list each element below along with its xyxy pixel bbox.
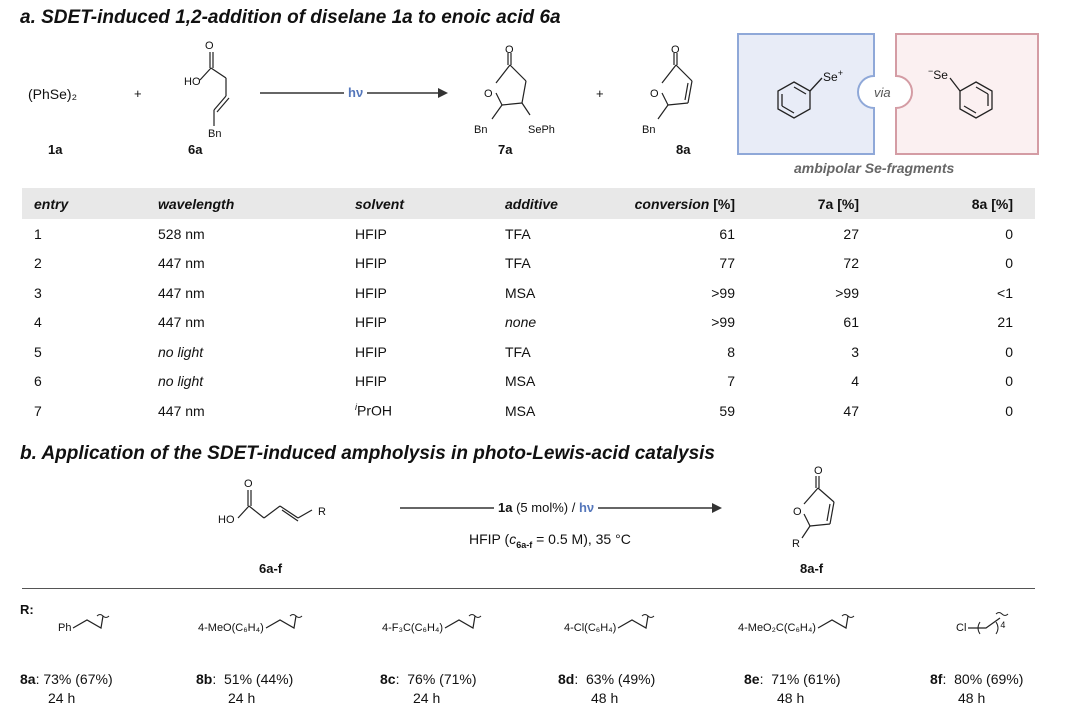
- cell-entry: 3: [34, 284, 42, 301]
- cell-conversion: 61: [719, 225, 735, 242]
- result-8f: 8f: 80% (69%) 48 h: [930, 671, 1024, 706]
- 6af-r: R: [318, 506, 326, 518]
- th-conversion: conversion [%]: [617, 188, 757, 219]
- th-8a: 8a [%]: [881, 188, 1035, 219]
- cell-entry: 1: [34, 225, 42, 242]
- ambipolar-caption: ambipolar Se-fragments: [794, 160, 955, 176]
- hv-label-a: hν: [344, 85, 367, 100]
- arrow-b-top: 1a (5 mol%) / hν: [494, 500, 598, 515]
- cell-conversion: >99: [711, 314, 735, 331]
- cell-entry: 6: [34, 373, 42, 390]
- cell-8a: <1: [997, 284, 1013, 301]
- cell-additive: TFA: [505, 255, 531, 272]
- 6af-ho: HO: [218, 514, 235, 526]
- via-label: via: [874, 85, 891, 100]
- arrow-b-bottom: HFIP ($c_{6a-f} = 0.5$ M), 35 °C: [469, 531, 631, 550]
- 7a-bn: Bn: [474, 124, 488, 136]
- cell-7a: 3: [851, 343, 859, 360]
- 6a-bn: Bn: [208, 128, 222, 140]
- reagent-1a: (PhSe)₂: [28, 86, 78, 102]
- table-row: [22, 308, 1035, 338]
- result-8d: 8d: 63% (49%) 48 h: [558, 671, 656, 706]
- cell-additive: MSA: [505, 373, 536, 390]
- 7a-o-top: O: [505, 44, 514, 56]
- 8af-o-top: O: [814, 465, 823, 477]
- r-group-8a: Ph: [58, 610, 111, 634]
- 6a-o: O: [205, 40, 214, 52]
- 8a-bn: Bn: [642, 124, 656, 136]
- cell-additive: TFA: [505, 225, 531, 242]
- cell-solvent: HFIP: [355, 373, 387, 390]
- cell-conversion: 77: [719, 255, 735, 272]
- cell-conversion: 7: [727, 373, 735, 390]
- cell-wavelength: 447 nm: [158, 314, 205, 331]
- result-8b: 8b: 51% (44%) 24 h: [196, 671, 294, 706]
- part-a-heading: a. SDET-induced 1,2-addition of diselane 1a to enoic acid 6a: [20, 7, 561, 28]
- th-solvent: solvent: [343, 188, 493, 219]
- cell-entry: 4: [34, 314, 42, 331]
- cell-7a: >99: [835, 284, 859, 301]
- 8af-o-ring: O: [793, 506, 802, 518]
- cell-solvent: HFIP: [355, 343, 387, 360]
- th-wavelength: wavelength: [146, 188, 343, 219]
- th-7a: 7a [%]: [757, 188, 881, 219]
- cell-wavelength: no light: [158, 343, 204, 360]
- part-b-heading: b. Application of the SDET-induced ampholysis in photo-Lewis-acid catalysis: [20, 443, 716, 464]
- label-6af: 6a-f: [259, 561, 283, 576]
- 6a-ho: HO: [184, 76, 201, 88]
- cell-solvent: HFIP: [355, 225, 387, 242]
- cell-7a: 27: [843, 225, 859, 242]
- th-entry: entry: [22, 188, 146, 219]
- table-row: [22, 249, 1035, 279]
- cell-solvent: HFIP: [355, 255, 387, 272]
- label-1a: 1a: [48, 142, 63, 157]
- cell-wavelength: 528 nm: [158, 225, 205, 242]
- cell-wavelength: 447 nm: [158, 255, 205, 272]
- cell-solvent: HFIP: [355, 314, 387, 331]
- structure-6a: [170, 40, 240, 140]
- table-row: [22, 337, 1035, 367]
- cell-entry: 2: [34, 255, 42, 272]
- cell-solvent: HFIP: [355, 284, 387, 301]
- plus-2: +: [596, 86, 604, 101]
- 6af-o: O: [244, 478, 253, 490]
- 8af-r: R: [792, 538, 800, 550]
- th-additive: additive: [493, 188, 617, 219]
- table-row: [22, 396, 1035, 426]
- label-8a: 8a: [676, 142, 691, 157]
- se-cation: Se+: [823, 68, 843, 84]
- cell-7a: 4: [851, 373, 859, 390]
- table-row: [22, 367, 1035, 397]
- 8a-o-top: O: [671, 44, 680, 56]
- result-8e: 8e: 71% (61%) 48 h: [744, 671, 841, 706]
- r-group-8b: 4-MeO(C₆H₄): [198, 610, 304, 634]
- plus-1: +: [134, 86, 142, 101]
- cell-additive: none: [505, 314, 537, 331]
- cell-additive: TFA: [505, 343, 531, 360]
- table-header-row: [22, 188, 1035, 219]
- r-group-8d: 4-Cl(C₆H₄): [564, 610, 656, 634]
- cell-8a: 21: [997, 314, 1013, 331]
- structure-8af: [778, 470, 848, 555]
- label-7a: 7a: [498, 142, 513, 157]
- label-8af: 8a-f: [800, 561, 824, 576]
- 8a-o-ring: O: [650, 88, 659, 100]
- cell-solvent: $^i$PrOH: [355, 402, 392, 420]
- cell-7a: 47: [843, 402, 859, 419]
- cell-wavelength: no light: [158, 373, 204, 390]
- se-anion: −Se: [928, 66, 948, 82]
- result-8a: 8a: 73% (67%) 24 h: [20, 671, 113, 706]
- divider-line: [22, 588, 1035, 589]
- cell-additive: MSA: [505, 284, 536, 301]
- results-table: [22, 188, 1035, 426]
- r-label: R:: [20, 602, 34, 617]
- r-group-8c: 4-F₃C(C₆H₄): [382, 610, 483, 634]
- cell-conversion: 8: [727, 343, 735, 360]
- cell-8a: 0: [1005, 343, 1013, 360]
- cell-8a: 0: [1005, 402, 1013, 419]
- cell-entry: 7: [34, 402, 42, 419]
- cell-conversion: >99: [711, 284, 735, 301]
- cell-additive: MSA: [505, 402, 536, 419]
- cell-wavelength: 447 nm: [158, 284, 205, 301]
- cell-8a: 0: [1005, 373, 1013, 390]
- cell-7a: 61: [843, 314, 859, 331]
- r-group-8f: Cl $_4$: [956, 610, 1021, 638]
- r-group-8e: 4-MeO₂C(C₆H₄): [738, 610, 856, 634]
- cell-8a: 0: [1005, 255, 1013, 272]
- cell-7a: 72: [843, 255, 859, 272]
- table-row: [22, 278, 1035, 308]
- label-6a: 6a: [188, 142, 203, 157]
- cell-wavelength: 447 nm: [158, 402, 205, 419]
- result-8c: 8c: 76% (71%) 24 h: [380, 671, 477, 706]
- cell-8a: 0: [1005, 225, 1013, 242]
- cell-entry: 5: [34, 343, 42, 360]
- table-row: [22, 219, 1035, 249]
- 7a-seph: SePh: [528, 124, 555, 136]
- cell-conversion: 59: [719, 402, 735, 419]
- 7a-o-ring: O: [484, 88, 493, 100]
